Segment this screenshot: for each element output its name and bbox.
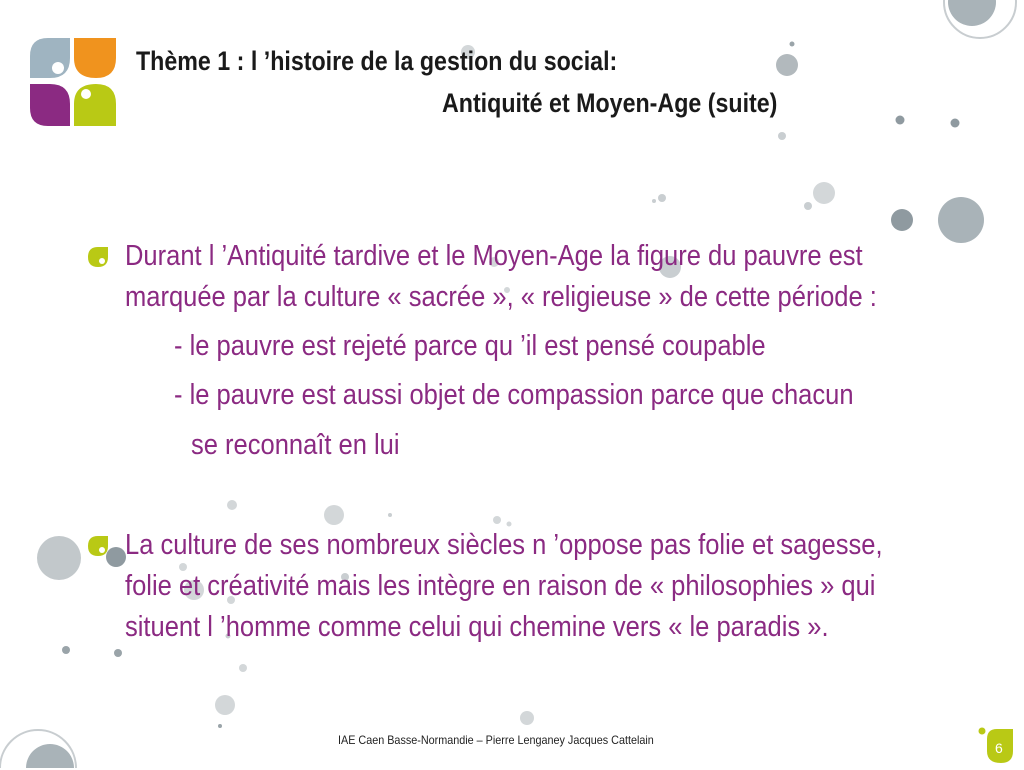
deco-dot — [62, 646, 70, 654]
bullet-1-sub-2: - le pauvre est aussi objet de compassion parce que chacun — [174, 379, 854, 411]
deco-dot — [948, 0, 996, 26]
bullet-1-sub-3: se reconnaît en lui — [191, 429, 400, 461]
bullet-icon — [86, 534, 110, 558]
deco-dot — [804, 202, 812, 210]
slide-title-line-1: Thème 1 : l ’histoire de la gestion du social: — [136, 46, 618, 76]
deco-dot — [891, 209, 913, 231]
deco-dot — [938, 197, 984, 243]
slide-title-line-2: Antiquité et Moyen-Age (suite) — [442, 88, 778, 118]
bullet-2-line-2: folie et créativité mais les intègre en raison de « philosophies » qui — [125, 570, 876, 602]
deco-dot — [790, 42, 795, 47]
deco-dot — [114, 649, 122, 657]
bullet-1-sub-1: - le pauvre est rejeté parce qu ’il est pensé coupable — [174, 330, 766, 362]
page-number-badge — [975, 725, 1017, 765]
deco-dot — [388, 513, 392, 517]
deco-dot — [239, 664, 247, 672]
deco-dot — [26, 744, 74, 768]
deco-dot — [37, 536, 81, 580]
deco-dot — [520, 711, 534, 725]
bullet-1-line-1: Durant l ’Antiquité tardive et le Moyen-Age la figure du pauvre est — [125, 240, 863, 272]
deco-dot — [215, 695, 235, 715]
bullet-icon — [86, 245, 110, 269]
deco-dot — [227, 500, 237, 510]
deco-dot — [324, 505, 344, 525]
deco-dot — [652, 199, 656, 203]
bullet-2-line-3: situent l ’homme comme celui qui chemine vers « le paradis ». — [125, 611, 829, 643]
page-number: 6 — [995, 740, 1003, 756]
bullet-2-line-1: La culture de ses nombreux siècles n ’oppose pas folie et sagesse, — [125, 529, 883, 561]
bullet-1-line-2: marquée par la culture « sacrée », « religieuse » de cette période : — [125, 281, 877, 313]
deco-dot — [493, 516, 501, 524]
deco-dot — [658, 194, 666, 202]
logo-icon — [28, 36, 118, 128]
deco-dot — [218, 724, 222, 728]
deco-dot — [951, 119, 960, 128]
deco-dot — [778, 132, 786, 140]
deco-dot — [813, 182, 835, 204]
deco-dot — [896, 116, 905, 125]
slide-footer: IAE Caen Basse-Normandie – Pierre Lenganey Jacques Cattelain — [338, 733, 654, 747]
deco-dot — [776, 54, 798, 76]
